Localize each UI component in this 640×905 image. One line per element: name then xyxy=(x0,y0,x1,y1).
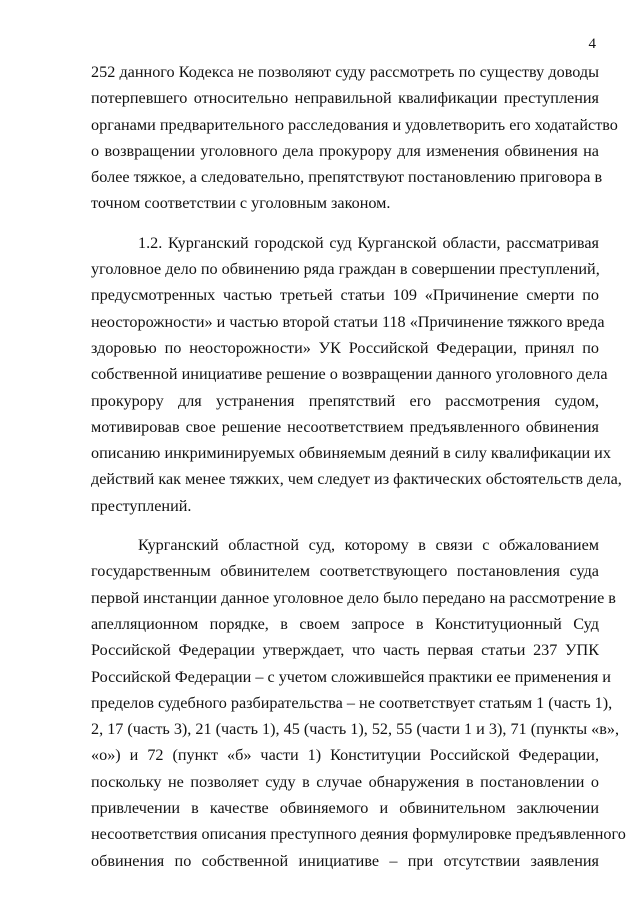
text-line: прокурору для устранения препятствий его рассмотрения судом, xyxy=(91,391,599,410)
text-line: пределов судебного разбирательства – не соответствует статьям 1 (часть 1), xyxy=(91,693,613,712)
text-line: мотивировав свое решение несоответствием предъявленного обвинения xyxy=(91,417,599,436)
text-line: 1.2. Курганский городской суд Курганской области, рассматривая xyxy=(138,233,599,252)
text-line: обвинения по собственной инициативе – при отсутствии заявления xyxy=(91,851,599,870)
text-line: 2, 17 (часть 3), 21 (часть 1), 45 (часть 1), 52, 55 (части 1 и 3), 71 (пункты «в», xyxy=(91,720,620,739)
text-line: поскольку не позволяет суду в случае обнаружения в постановлении о xyxy=(91,772,599,791)
text-line: описанию инкриминируемых обвиняемым деяний в силу квалификации их xyxy=(91,444,611,463)
text-line: собственной инициативе решение о возвращении данного уголовного дела xyxy=(91,365,608,384)
text-line: привлечении в качестве обвиняемого и обвинительном заключении xyxy=(91,799,599,818)
paragraph-gap xyxy=(91,217,599,230)
text-line: апелляционном порядке, в своем запросе в Конституционный Суд xyxy=(91,614,599,633)
text-line: о возвращении уголовного дела прокурору для изменения обвинения на xyxy=(91,141,599,160)
text-line: Российской Федерации утверждает, что часть первая статьи 237 УПК xyxy=(91,641,599,660)
text-line: здоровью по неосторожности» УК Российской Федерации, принял по xyxy=(91,338,599,357)
text-line: «о») и 72 (пункт «б» части 1) Конституции Российской Федерации, xyxy=(91,746,599,765)
text-line: уголовное дело по обвинению ряда граждан в совершении преступлений, xyxy=(91,260,600,279)
text-line: Российской Федерации – с учетом сложившейся практики ее применения и xyxy=(91,667,611,686)
text-line: предусмотренных частью третьей статьи 109 «Причинение смерти по xyxy=(91,286,599,305)
text-line: несоответствия описания преступного деяния формулировке предъявленного xyxy=(91,825,626,844)
text-line: Курганский областной суд, которому в связи с обжалованием xyxy=(138,536,599,555)
paragraph-gap xyxy=(91,519,599,532)
text-line: органами предварительного расследования и удовлетворить его ходатайство xyxy=(91,115,618,134)
text-line: первой инстанции данное уголовное дело было передано на рассмотрение в xyxy=(91,588,616,607)
text-line: преступлений. xyxy=(91,496,192,515)
text-line: более тяжкое, а следовательно, препятствуют постановлению приговора в xyxy=(91,168,603,187)
page-number: 4 xyxy=(588,36,596,52)
text-line: государственным обвинителем соответствующего постановления суда xyxy=(91,562,599,581)
document-body xyxy=(91,59,626,874)
paragraph xyxy=(91,59,618,217)
paragraph xyxy=(91,230,622,519)
paragraph xyxy=(91,532,626,874)
text-line: 252 данного Кодекса не позволяют суду рассмотреть по существу доводы xyxy=(91,63,599,81)
text-line: точном соответствии с уголовным законом. xyxy=(91,194,391,213)
text-line: потерпевшего относительно неправильной квалификации преступления xyxy=(91,89,599,108)
text-line: неосторожности» и частью второй статьи 118 «Причинение тяжкого вреда xyxy=(91,312,605,331)
text-line: действий как менее тяжких, чем следует из фактических обстоятельств дела, xyxy=(91,470,622,489)
